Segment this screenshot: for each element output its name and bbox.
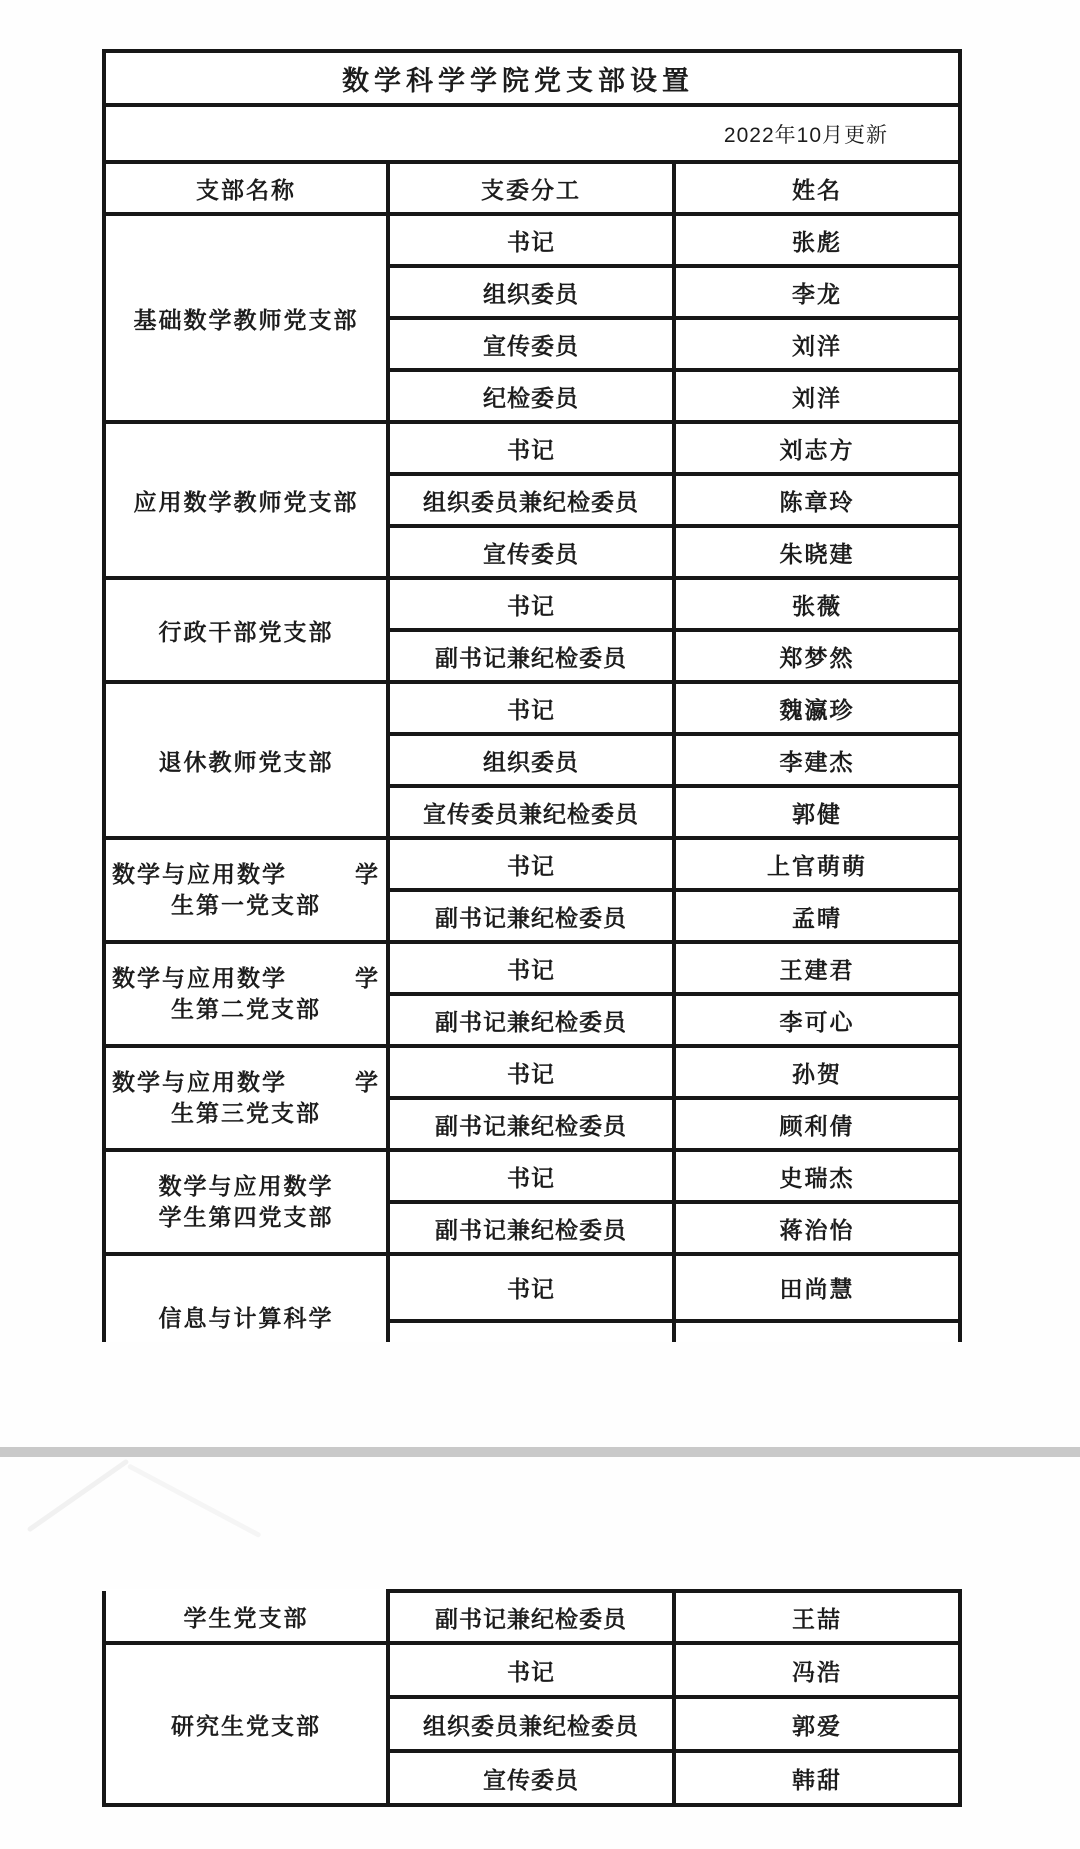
branch-label-line1: 数学与应用数学 学 <box>112 965 380 991</box>
branch-cell: 学生党支部 <box>104 1591 388 1643</box>
name-cell: 田尚慧 <box>674 1254 960 1321</box>
branch-cell: 研究生党支部 <box>104 1643 388 1805</box>
role-cell: 组织委员兼纪检委员 <box>388 1697 674 1751</box>
table-page1-clip <box>102 49 966 1342</box>
header-row <box>104 162 960 214</box>
name-cell: 顾利倩 <box>674 1098 960 1150</box>
name-cell: 张薇 <box>674 578 960 630</box>
table-row <box>104 578 960 630</box>
table-row <box>104 422 960 474</box>
name-cell: 魏瀛珍 <box>674 682 960 734</box>
branch-cell: 应用数学教师党支部 <box>104 422 388 578</box>
table-row <box>104 682 960 734</box>
updated-note: 2022年10月更新 <box>104 105 960 162</box>
name-cell: 朱晓建 <box>674 526 960 578</box>
role-cell: 纪检委员 <box>388 370 674 422</box>
name-cell: 孙贺 <box>674 1046 960 1098</box>
role-cell: 副书记兼纪检委员 <box>388 994 674 1046</box>
party-branch-table-page2 <box>102 1589 962 1807</box>
role-cell: 组织委员 <box>388 734 674 786</box>
role-cell: 副书记兼纪检委员 <box>388 1202 674 1254</box>
role-cell: 书记 <box>388 422 674 474</box>
role-cell: 宣传委员 <box>388 318 674 370</box>
branch-label-line1: 数学与应用数学 学 <box>112 861 380 887</box>
scan-artifact <box>127 1463 262 1538</box>
name-cell: 韩甜 <box>674 1751 960 1805</box>
branch-cell: 信息与计算科学 <box>104 1254 388 1342</box>
role-cell: 宣传委员 <box>388 526 674 578</box>
role-cell: 书记 <box>388 682 674 734</box>
branch-cell: 基础数学教师党支部 <box>104 214 388 422</box>
name-cell: 史瑞杰 <box>674 1150 960 1202</box>
branch-cell <box>104 1046 388 1150</box>
branch-cell: 行政干部党支部 <box>104 578 388 682</box>
party-branch-table-page1 <box>102 49 962 1342</box>
col-header-branch: 支部名称 <box>104 162 388 214</box>
name-cell <box>674 1321 960 1342</box>
name-cell: 陈章玲 <box>674 474 960 526</box>
name-cell: 李可心 <box>674 994 960 1046</box>
branch-label-line2: 生第二党支部 <box>171 996 321 1022</box>
name-cell: 刘洋 <box>674 370 960 422</box>
role-cell: 副书记兼纪检委员 <box>388 890 674 942</box>
table-page2 <box>102 1589 966 1807</box>
table-row <box>104 1643 960 1697</box>
table-row <box>104 942 960 994</box>
role-cell: 宣传委员兼纪检委员 <box>388 786 674 838</box>
branch-label-line2: 学生第四党支部 <box>158 1204 334 1230</box>
page-break-band <box>0 1447 1080 1457</box>
branch-cell <box>104 838 388 942</box>
name-cell: 郭爱 <box>674 1697 960 1751</box>
branch-cell <box>104 942 388 1046</box>
table-row <box>104 1254 960 1321</box>
updated-row <box>104 105 960 162</box>
branch-cell <box>104 1150 388 1254</box>
name-cell: 张彪 <box>674 214 960 266</box>
branch-label-line2: 生第三党支部 <box>171 1100 321 1126</box>
role-cell: 副书记兼纪检委员 <box>388 1098 674 1150</box>
table-row <box>104 1046 960 1098</box>
col-header-name: 姓名 <box>674 162 960 214</box>
role-cell: 副书记兼纪检委员 <box>388 1591 674 1643</box>
branch-label-line2: 生第一党支部 <box>171 892 321 918</box>
col-header-role: 支委分工 <box>388 162 674 214</box>
name-cell: 王建君 <box>674 942 960 994</box>
name-cell: 李建杰 <box>674 734 960 786</box>
role-cell: 书记 <box>388 1046 674 1098</box>
role-cell: 书记 <box>388 578 674 630</box>
role-cell: 副书记兼纪检委员 <box>388 630 674 682</box>
name-cell: 李龙 <box>674 266 960 318</box>
role-cell <box>388 1321 674 1342</box>
name-cell: 上官萌萌 <box>674 838 960 890</box>
role-cell: 组织委员兼纪检委员 <box>388 474 674 526</box>
table-row <box>104 1150 960 1202</box>
name-cell: 蒋治怡 <box>674 1202 960 1254</box>
name-cell: 王喆 <box>674 1591 960 1643</box>
role-cell: 书记 <box>388 1254 674 1321</box>
branch-label-line1: 数学与应用数学 学 <box>112 1069 380 1095</box>
role-cell: 组织委员 <box>388 266 674 318</box>
table-row <box>104 838 960 890</box>
scan-artifact <box>27 1458 130 1532</box>
page-title: 数学科学学院党支部设置 <box>104 51 960 105</box>
table-row <box>104 1591 960 1643</box>
role-cell: 书记 <box>388 214 674 266</box>
role-cell: 书记 <box>388 838 674 890</box>
role-cell: 书记 <box>388 942 674 994</box>
name-cell: 刘洋 <box>674 318 960 370</box>
name-cell: 郑梦然 <box>674 630 960 682</box>
title-row <box>104 51 960 105</box>
table-row <box>104 214 960 266</box>
branch-cell: 退休教师党支部 <box>104 682 388 838</box>
role-cell: 书记 <box>388 1643 674 1697</box>
role-cell: 宣传委员 <box>388 1751 674 1805</box>
role-cell: 书记 <box>388 1150 674 1202</box>
branch-label-line1: 数学与应用数学 <box>158 1173 334 1199</box>
name-cell: 孟晴 <box>674 890 960 942</box>
name-cell: 郭健 <box>674 786 960 838</box>
name-cell: 冯浩 <box>674 1643 960 1697</box>
name-cell: 刘志方 <box>674 422 960 474</box>
